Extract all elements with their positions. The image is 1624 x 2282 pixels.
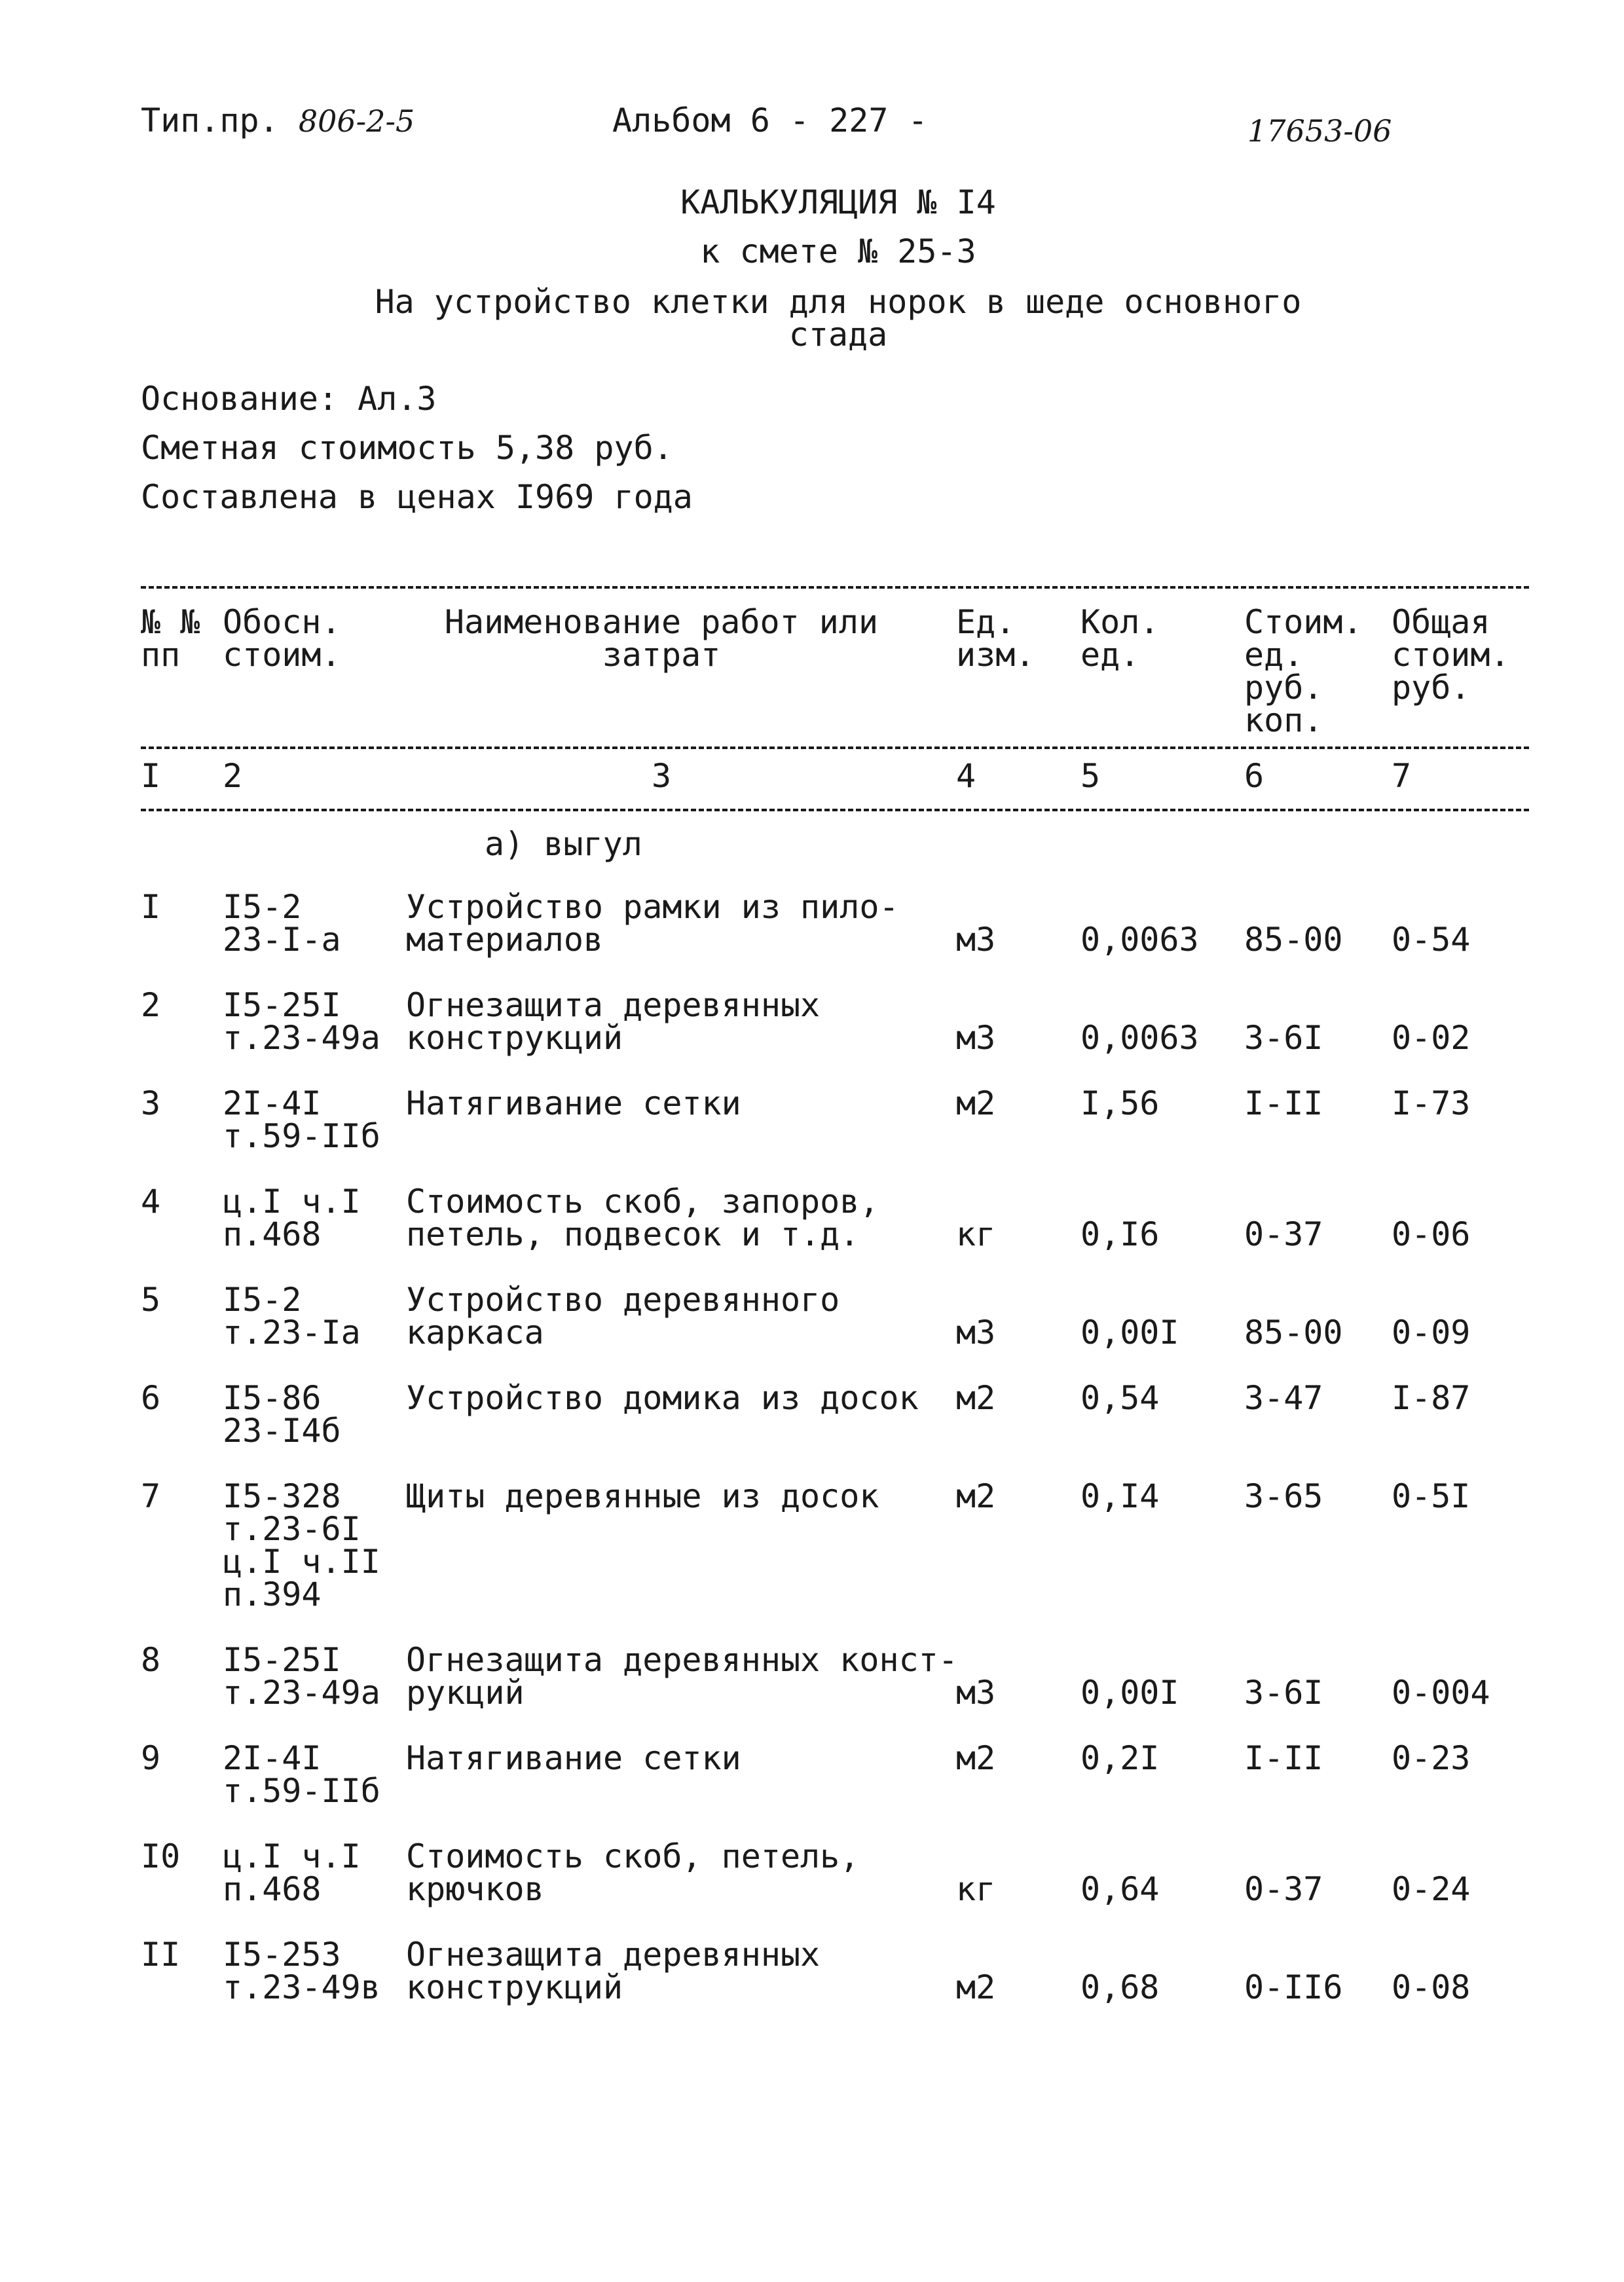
row-unit: м3 [956,1314,996,1352]
row-name: Огнезащита деревянных [406,986,821,1024]
basis-line: Основание: Ал.3 [141,380,437,418]
row-basis: п.468 [223,1870,322,1908]
header-total-2: стоим. [1392,636,1510,674]
row-price: 85-00 [1244,921,1343,959]
row-name: конструкций [406,1019,623,1057]
row-basis: ц.I ч.I [223,1837,361,1875]
row-basis: ц.I ч.I [223,1183,361,1221]
header-total-3: руб. [1392,669,1471,707]
row-qty: 0,I4 [1080,1477,1160,1515]
header-qty-2: ед. [1080,636,1140,674]
row-price: 3-65 [1244,1477,1323,1515]
row-name: Устройство деревянного [406,1281,840,1319]
row-qty: I,56 [1080,1084,1160,1122]
row-basis: т.23-49в [223,1968,380,2006]
row-unit: м2 [956,1379,996,1417]
row-number: 9 [141,1739,161,1777]
row-name: рукций [406,1674,525,1712]
row-qty: 0,0063 [1080,1019,1199,1057]
row-basis: п.394 [223,1575,322,1613]
row-basis: т.59-IIб [223,1772,380,1810]
row-name: каркаса [406,1314,544,1352]
row-unit: кг [956,1215,996,1253]
calculation-description-line1: На устройство клетки для норок в шеде основного [375,283,1302,321]
project-type-label: Тип.пр. [141,101,279,139]
row-price: 3-6I [1244,1674,1323,1712]
col-number: 3 [651,757,672,795]
row-price: 0-37 [1244,1215,1323,1253]
row-unit: кг [956,1870,996,1908]
row-total: 0-004 [1392,1674,1490,1712]
document-code [1247,111,1392,149]
header-qty-1: Кол. [1080,603,1160,641]
col-number: 5 [1080,757,1101,795]
row-total: 0-02 [1392,1019,1471,1057]
row-total: 0-08 [1392,1968,1471,2006]
row-qty: 0,00I [1080,1314,1179,1352]
header-unit-1: Ед. [956,603,1016,641]
row-name: Устройство рамки из пило- [406,888,899,926]
project-type-code: 806-2-5 [298,103,415,139]
row-qty: 0,64 [1080,1870,1160,1908]
row-number: 2 [141,986,161,1024]
row-basis: 2I-4I [223,1084,322,1122]
row-name: Натягивание сетки [406,1084,741,1122]
row-basis: I5-2 [223,888,302,926]
row-total: 0-06 [1392,1215,1471,1253]
header-number-1: № № [141,603,200,641]
document-code-value: 17653-06 [1247,113,1392,149]
row-basis: ц.I ч.II [223,1543,380,1581]
row-name: петель, подвесок и т.д. [406,1215,860,1253]
row-name: Огнезащита деревянных конст- [406,1641,958,1679]
header-unit-cost-4: коп. [1244,701,1323,739]
col-number: 7 [1392,757,1412,795]
row-name: конструкций [406,1968,623,2006]
row-qty: 0,54 [1080,1379,1160,1417]
row-basis: I5-25I [223,1641,341,1679]
row-number: I [141,888,161,926]
row-price: 85-00 [1244,1314,1343,1352]
row-basis: т.23-49а [223,1019,380,1057]
row-unit: м2 [956,1477,996,1515]
row-price: I-II [1244,1739,1323,1777]
row-basis: I5-2 [223,1281,302,1319]
row-total: 0-23 [1392,1739,1471,1777]
section-heading: а) выгул [485,825,642,863]
row-price: 3-6I [1244,1019,1323,1057]
row-basis: 23-I-а [223,921,341,959]
row-unit: м3 [956,1019,996,1057]
calculation-description-line2: стада [788,316,888,354]
header-basis-1: Обосн. [223,603,341,641]
row-basis: т.59-IIб [223,1117,380,1155]
row-number: II [141,1936,181,1974]
row-name: Стоимость скоб, петель, [406,1837,860,1875]
col-number: 6 [1244,757,1264,795]
header-name-2: затрат [602,636,721,674]
row-name: Щиты деревянные из досок [406,1477,879,1515]
header-name-1: Наименование работ или [444,603,879,641]
row-number: 5 [141,1281,161,1319]
estimate-reference: к смете № 25-3 [700,232,976,270]
row-unit: м2 [956,1968,996,2006]
row-unit: м3 [956,921,996,959]
row-qty: 0,0063 [1080,921,1199,959]
row-name: Огнезащита деревянных [406,1936,821,1974]
row-number: 4 [141,1183,161,1221]
row-name: Натягивание сетки [406,1739,741,1777]
row-number: 8 [141,1641,161,1679]
header-bottom-rule [141,746,1529,749]
row-number: 3 [141,1084,161,1122]
row-basis: т.23-Iа [223,1314,361,1352]
header-unit-cost-3: руб. [1244,669,1323,707]
row-basis: I5-25I [223,986,341,1024]
row-name: Стоимость скоб, запоров, [406,1183,879,1221]
row-basis: 23-I4б [223,1412,341,1450]
row-basis: п.468 [223,1215,322,1253]
row-total: 0-5I [1392,1477,1471,1515]
price-level-line: Составлена в ценах I969 года [141,478,693,516]
header-basis-2: стоим. [223,636,341,674]
row-basis: 2I-4I [223,1739,322,1777]
album-page-number: Альбом 6 - 227 - [612,101,928,139]
row-price: 0-37 [1244,1870,1323,1908]
row-basis: т.23-49а [223,1674,380,1712]
row-basis: I5-86 [223,1379,322,1417]
header-unit-cost-2: ед. [1244,636,1304,674]
header-total-1: Общая [1392,603,1490,641]
header-number-2: пп [141,636,181,674]
row-name: крючков [406,1870,544,1908]
estimated-cost-line: Сметная стоимость 5,38 руб. [141,429,673,467]
row-basis: I5-328 [223,1477,341,1515]
row-unit: м2 [956,1739,996,1777]
col-number: 4 [956,757,976,795]
calculation-title: КАЛЬКУЛЯЦИЯ № I4 [680,183,996,221]
row-qty: 0,68 [1080,1968,1160,2006]
row-basis: I5-253 [223,1936,341,1974]
header-unit-cost-1: Стоим. [1244,603,1363,641]
row-qty: 0,00I [1080,1674,1179,1712]
row-name: Устройство домика из досок [406,1379,919,1417]
row-number: 6 [141,1379,161,1417]
row-price: 0-II6 [1244,1968,1343,2006]
row-qty: 0,I6 [1080,1215,1160,1253]
row-total: I-87 [1392,1379,1471,1417]
row-unit: м2 [956,1084,996,1122]
column-numbers-rule [141,809,1529,811]
row-name: материалов [406,921,604,959]
row-total: I-73 [1392,1084,1471,1122]
row-number: 7 [141,1477,161,1515]
row-qty: 0,2I [1080,1739,1160,1777]
row-total: 0-24 [1392,1870,1471,1908]
row-total: 0-09 [1392,1314,1471,1352]
table-top-rule [141,586,1529,589]
col-number: 2 [223,757,243,795]
row-total: 0-54 [1392,921,1471,959]
header-unit-2: изм. [956,636,1035,674]
row-unit: м3 [956,1674,996,1712]
row-price: I-II [1244,1084,1323,1122]
col-number: I [141,757,161,795]
row-price: 3-47 [1244,1379,1323,1417]
project-type [141,101,415,139]
row-number: I0 [141,1837,181,1875]
row-basis: т.23-6I [223,1510,361,1548]
